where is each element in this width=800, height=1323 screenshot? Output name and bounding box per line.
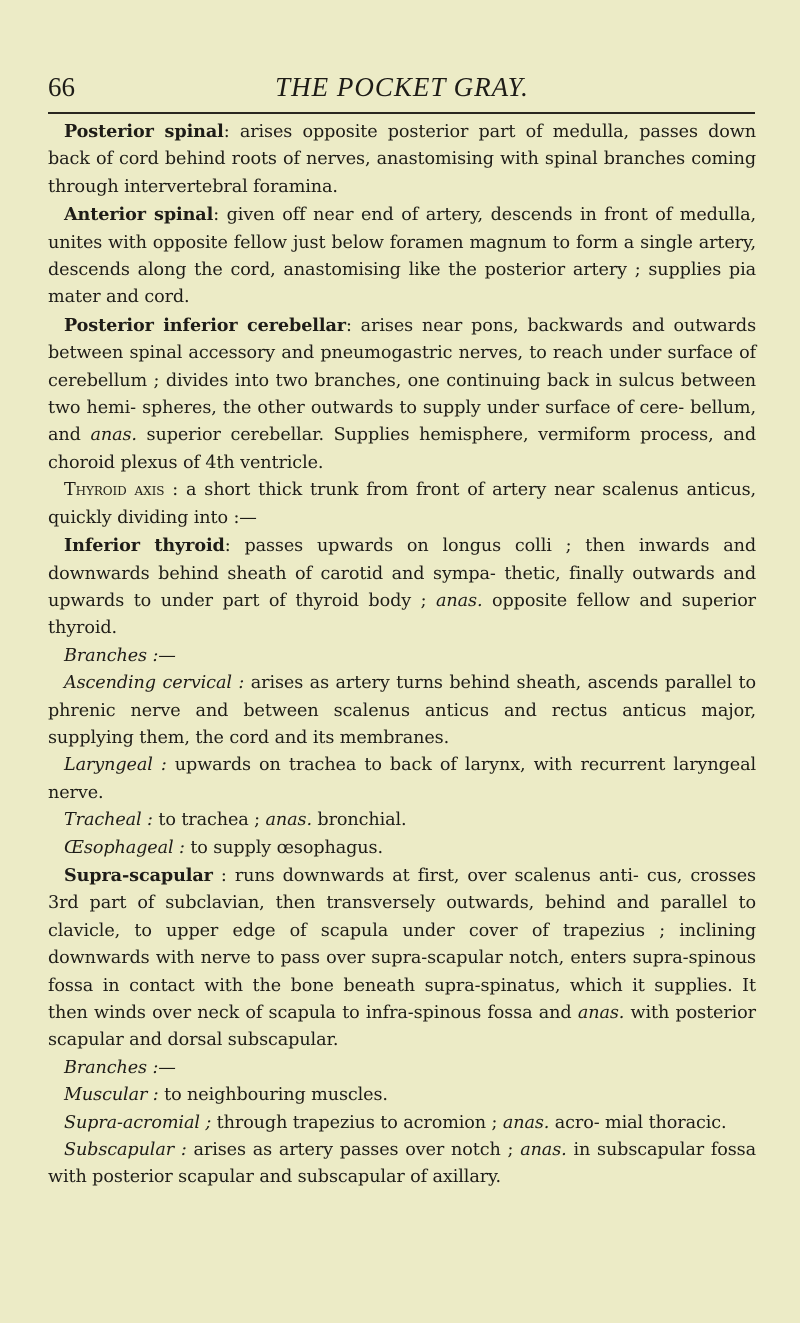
paragraph-text: superior cerebellar. Supplies hemisphere, vermiform process, and choroid plexus of 4th ventricle. <box>48 425 757 473</box>
paragraph-branches-heading <box>48 1055 756 1082</box>
heading-ascending-cervical: Ascending cervical : <box>64 673 245 694</box>
paragraph-supra-acromial <box>48 1110 756 1137</box>
heading-muscular: Muscular : <box>64 1085 159 1106</box>
paragraph-text: with posterior scapular and dorsal subscapular. <box>48 1003 756 1051</box>
heading-inferior-thyroid: Inferior thyroid <box>64 535 225 557</box>
paragraph-oesophageal <box>48 835 756 862</box>
heading-posterior-inferior-cerebellar: Posterior inferior cerebellar <box>64 314 346 336</box>
heading-thyroid-axis: Thyroid axis <box>64 480 165 501</box>
paragraph-text: through trapezius to acromion ; <box>211 1112 503 1133</box>
paragraph-posterior-inferior-cerebellar <box>48 312 756 477</box>
paragraph-text: : runs downwards at first, over scalenus anti- cus, crosses 3rd part of subclavian, then transversely outwards, behind and parallel to clavicle, to upper edge of scapula under cover of trapezius ; inclining downwards with nerve to pass over supra-scapular notch, enters supra-spinous fossa in contact with the bone beneath supra-spinatus, which it supplies. It then winds over neck of scapula to infra-spinous fossa and <box>48 865 756 1023</box>
paragraph-tracheal <box>48 807 756 834</box>
heading-supra-acromial: Supra-acromial ; <box>64 1112 212 1133</box>
paragraph-muscular <box>48 1082 756 1109</box>
paragraph-laryngeal <box>48 752 756 807</box>
page-number: 66 <box>48 72 75 102</box>
paragraph-thyroid-axis <box>48 477 756 532</box>
paragraph-subscapular <box>48 1137 756 1192</box>
paragraph-text: : passes upwards on longus colli ; then inwards and downwards behind sheath of carotid and sympa- thetic, finally outwards and upwards to under part of thyroid body ; <box>48 536 756 611</box>
heading-subscapular: Subscapular : <box>64 1140 187 1161</box>
paragraph-text: : given off near end of artery, descends in front of medulla, unites with opposite fellow just below foramen magnum to form a single artery, descends along the cord, anastomising like the posterior artery ; supplies pia mater and cord. <box>48 205 756 308</box>
paragraph-text: to trachea ; <box>152 810 266 831</box>
paragraph-text: : a short thick trunk from front of artery near scalenus anticus, quickly dividing into :— <box>48 480 756 528</box>
paragraph-text: arises as artery passes over notch ; <box>186 1140 521 1161</box>
heading-supra-scapular: Supra-scapular <box>64 864 213 886</box>
anas-abbrev: anas. <box>265 810 312 831</box>
heading-tracheal: Tracheal : <box>64 810 153 831</box>
page-body <box>48 118 756 1192</box>
paragraph-anterior-spinal <box>48 201 756 312</box>
branches-label: Branches :— <box>64 1057 176 1078</box>
running-title: THE POCKET GRAY. <box>275 72 529 102</box>
paragraph-text: acro- mial thoracic. <box>549 1112 727 1133</box>
paragraph-text: to neighbouring muscles. <box>158 1085 388 1106</box>
paragraph-text: upwards on trachea to back of larynx, with recurrent laryngeal nerve. <box>48 755 756 803</box>
paragraph-text: in subscapular fossa with posterior scapular and subscapular of axillary. <box>48 1140 756 1188</box>
heading-anterior-spinal: Anterior spinal <box>64 204 214 226</box>
heading-oesophageal: Œsophageal : <box>64 837 185 858</box>
paragraph-supra-scapular <box>48 862 756 1055</box>
anas-abbrev: anas. <box>436 590 483 611</box>
paragraph-posterior-spinal <box>48 118 756 201</box>
heading-laryngeal: Laryngeal : <box>64 755 167 776</box>
paragraph-inferior-thyroid <box>48 532 756 643</box>
header-rule <box>48 112 755 114</box>
anas-abbrev: anas. <box>577 1003 625 1023</box>
anas-abbrev: anas. <box>90 425 137 446</box>
paragraph-text: bronchial. <box>311 810 407 831</box>
paragraph-text: arises as artery turns behind sheath, ascends parallel to phrenic nerve and between scalenus anticus and rectus anticus major, supplying them, the cord and its membranes. <box>48 673 756 748</box>
anas-abbrev: anas. <box>502 1112 550 1133</box>
paragraph-text: opposite fellow and superior thyroid. <box>48 590 756 639</box>
paragraph-branches-heading <box>48 643 756 670</box>
heading-posterior-spinal: Posterior spinal <box>64 121 224 142</box>
page-header <box>48 72 756 104</box>
paragraph-ascending-cervical <box>48 670 756 752</box>
paragraph-text: to supply œsophagus. <box>184 837 383 858</box>
anas-abbrev: anas. <box>520 1140 567 1161</box>
paragraph-text: : arises opposite posterior part of medulla, passes down back of cord behind roots of nerves, anastomising with spinal branches coming through intervertebral foramina. <box>48 122 756 197</box>
branches-label: Branches :— <box>64 645 176 666</box>
paragraph-text: : arises near pons, backwards and outwards between spinal accessory and pneumogastric nerves, to reach under surface of cerebellum ; divides into two branches, one continuing back in sulcus between two hemi- spheres, the other outwards to supply under surface of cere- bellum, and <box>48 315 756 446</box>
